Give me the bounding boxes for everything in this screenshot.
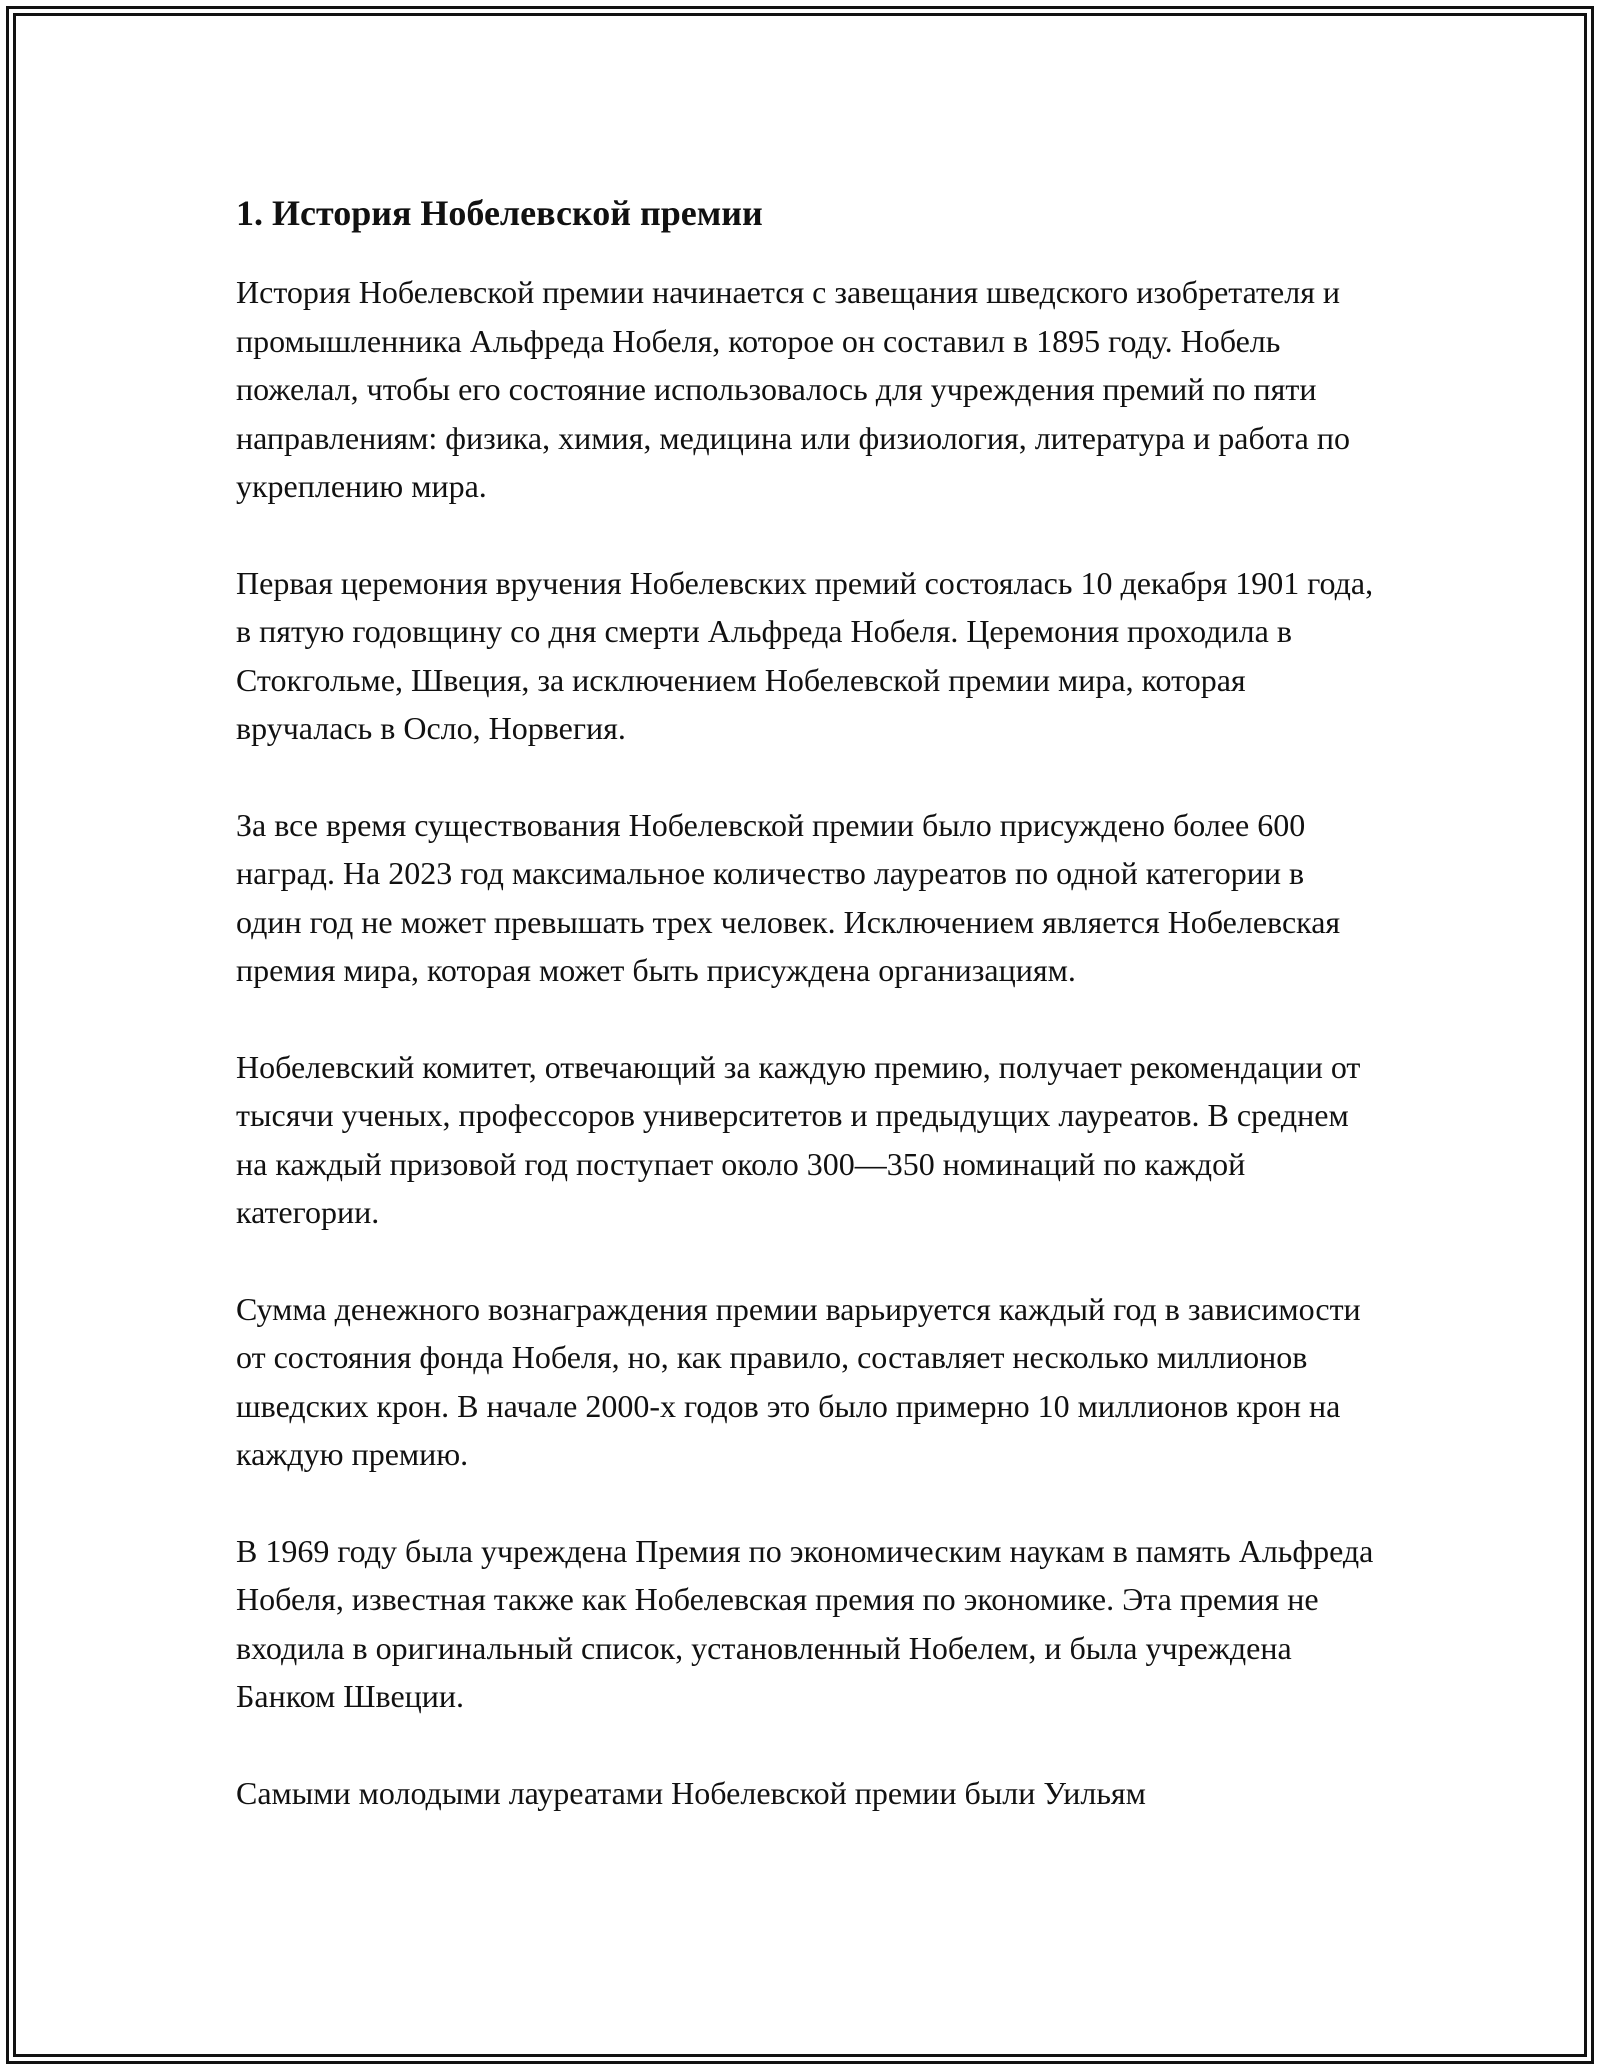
paragraph-7: Самыми молодыми лауреатами Нобелевской премии были Уильям xyxy=(236,1774,1146,1811)
paragraph-1: История Нобелевской премии начинается с завещания шведского изобретателя и промышленника Альфреда Нобеля, которое он составил в 1895 году. Нобель пожелал, чтобы его состояние использовалось для учреждения премий по пяти направлениям: физика, химия, медицина или физиология, литература и работа по укреплению мира. xyxy=(236,274,1350,504)
document-body xyxy=(236,186,1376,1817)
paragraph-5: Сумма денежного вознаграждения премии варьируется каждый год в зависимости от состояния фонда Нобеля, но, как правило, составляет несколько миллионов шведских крон. В начале 2000-х годов это было примерно 10 миллионов крон на каждую премию. xyxy=(236,1290,1361,1472)
section-title: 1. История Нобелевской премии xyxy=(236,193,763,233)
paragraph-4: Нобелевский комитет, отвечающий за каждую премию, получает рекомендации от тысячи ученых, профессоров университетов и предыдущих лауреатов. В среднем на каждый призовой год поступает около 300—350 номинаций по каждой категории. xyxy=(236,1048,1361,1230)
paragraph-2: Первая церемония вручения Нобелевских премий состоялась 10 декабря 1901 года, в пятую годовщину со дня смерти Альфреда Нобеля. Церемония проходила в Стокгольме, Швеция, за исключением Нобелевской премии мира, которая вручалась в Осло, Норвегия. xyxy=(236,564,1374,746)
paragraph-3: За все время существования Нобелевской премии было присуждено более 600 наград. На 2023 год максимальное количество лауреатов по одной категории в один год не может превышать трех человек. Исключением является Нобелевская премия мира, которая может быть присуждена организациям. xyxy=(236,806,1341,988)
paragraph-6: В 1969 году была учреждена Премия по экономическим наукам в память Альфреда Нобеля, известная также как Нобелевская премия по экономике. Эта премия не входила в оригинальный список, установленный Нобелем, и была учреждена Банком Швеции. xyxy=(236,1532,1374,1714)
